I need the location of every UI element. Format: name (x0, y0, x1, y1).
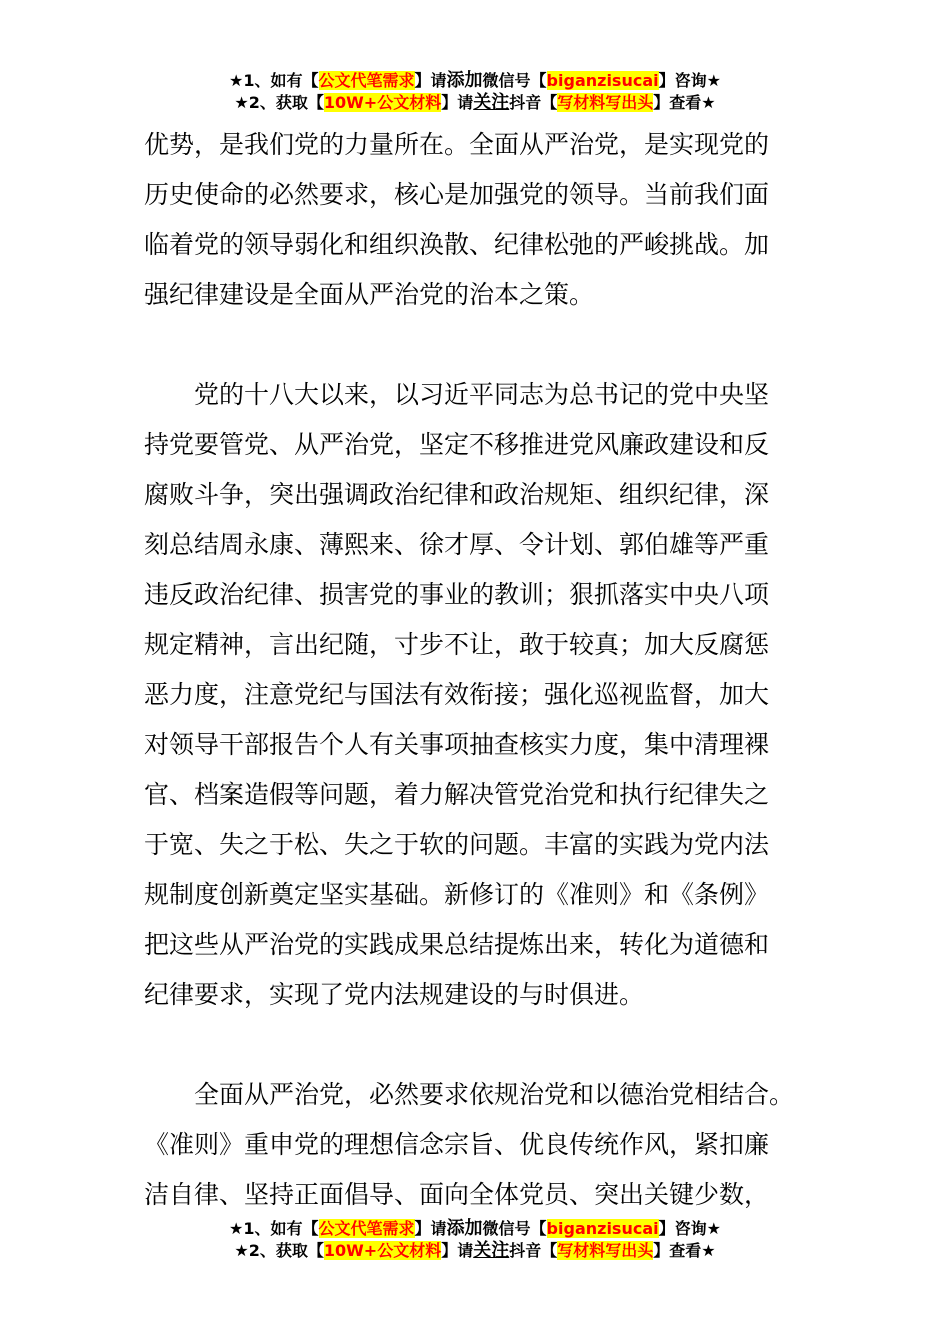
text-line: 官、档案造假等问题，着力解决管党治党和执行纪律失之 (144, 780, 770, 809)
text-line: 优势，是我们党的力量所在。全面从严治党，是实现党的 (144, 130, 770, 159)
text-line: 临着党的领导弱化和组织涣散、纪律松弛的严峻挑战。加 (144, 230, 770, 259)
banner-text: 】查看★ (653, 93, 716, 112)
text-line: 恶力度，注意党纪与国法有效衔接；强化巡视监督，加大 (144, 680, 770, 709)
paragraph-spacer (144, 1020, 824, 1070)
banner-strong-text: 关注 (473, 1240, 510, 1261)
header-banner-line-1 (0, 70, 950, 92)
banner-text: 】咨询★ (658, 1219, 721, 1238)
banner-text: ★2、获取【 (234, 1241, 324, 1260)
text-line: 历史使命的必然要求，核心是加强党的领导。当前我们面 (144, 180, 770, 209)
text-line: 洁自律、坚持正面倡导、面向全体党员、突出关键少数， (144, 1180, 770, 1209)
text-line: 强纪律建设是全面从严治党的治本之策。 (144, 280, 595, 309)
text-line: 规制度创新奠定坚实基础。新修订的《准则》和《条例》 (144, 880, 770, 909)
text-line: 党的十八大以来，以习近平同志为总书记的党中央坚 (144, 380, 770, 409)
paragraph-2 (144, 370, 824, 1020)
banner-text: 】咨询★ (658, 71, 721, 90)
banner-text: ★2、获取【 (234, 93, 324, 112)
text-line: 违反政治纪律、损害党的事业的教训；狠抓落实中央八项 (144, 580, 770, 609)
text-line: 把这些从严治党的实践成果总结提炼出来，转化为道德和 (144, 930, 770, 959)
text-line: 对领导干部报告个人有关事项抽查核实力度，集中清理裸 (144, 730, 770, 759)
banner-text: ★1、如有【 (229, 71, 319, 90)
banner-text: 】请 (414, 1219, 447, 1238)
header-banner (0, 70, 950, 114)
banner-text: 】请 (414, 71, 447, 90)
highlight-wechat-id: biganzisucai (546, 1219, 659, 1238)
text-line: 纪律要求，实现了党内法规建设的与时俱进。 (144, 980, 645, 1009)
banner-text: 抖音【 (509, 1241, 558, 1260)
text-line: 持党要管党、从严治党，坚定不移推进党风廉政建设和反 (144, 430, 770, 459)
text-line: 全面从严治党，必然要求依规治党和以德治党相结合。 (144, 1080, 795, 1109)
banner-text: 微信号【 (482, 1219, 547, 1238)
highlight-materials: 10W+公文材料 (323, 1241, 442, 1260)
text-line: 于宽、失之于松、失之于软的问题。丰富的实践为党内法 (144, 830, 770, 859)
text-line: 规定精神，言出纪随，寸步不让，敢于较真；加大反腐惩 (144, 630, 770, 659)
text-line: 刻总结周永康、薄熙来、徐才厚、令计划、郭伯雄等严重 (144, 530, 770, 559)
highlight-service: 公文代笔需求 (318, 71, 415, 90)
highlight-douyin-account: 写材料写出头 (557, 1241, 654, 1260)
footer-banner-line-1 (0, 1218, 950, 1240)
paragraph-spacer (144, 320, 824, 370)
banner-text: 微信号【 (482, 71, 547, 90)
banner-text: 】请 (441, 1241, 474, 1260)
highlight-materials: 10W+公文材料 (323, 93, 442, 112)
banner-text: ★1、如有【 (229, 1219, 319, 1238)
text-line: 腐败斗争，突出强调政治纪律和政治规矩、组织纪律，深 (144, 480, 770, 509)
text-line: 《准则》重申党的理想信念宗旨、优良传统作风，紧扣廉 (144, 1130, 770, 1159)
highlight-service: 公文代笔需求 (318, 1219, 415, 1238)
paragraph-3 (144, 1070, 824, 1220)
banner-strong-text: 关注 (473, 92, 510, 113)
banner-strong-text: 添加 (446, 1218, 483, 1239)
paragraph-1 (144, 120, 824, 320)
header-banner-line-2 (0, 92, 950, 114)
banner-text: 】查看★ (653, 1241, 716, 1260)
banner-text: 】请 (441, 93, 474, 112)
highlight-wechat-id: biganzisucai (546, 71, 659, 90)
highlight-douyin-account: 写材料写出头 (557, 93, 654, 112)
footer-banner (0, 1218, 950, 1262)
footer-banner-line-2 (0, 1240, 950, 1262)
document-body (144, 120, 824, 1220)
banner-strong-text: 添加 (446, 70, 483, 91)
banner-text: 抖音【 (509, 93, 558, 112)
